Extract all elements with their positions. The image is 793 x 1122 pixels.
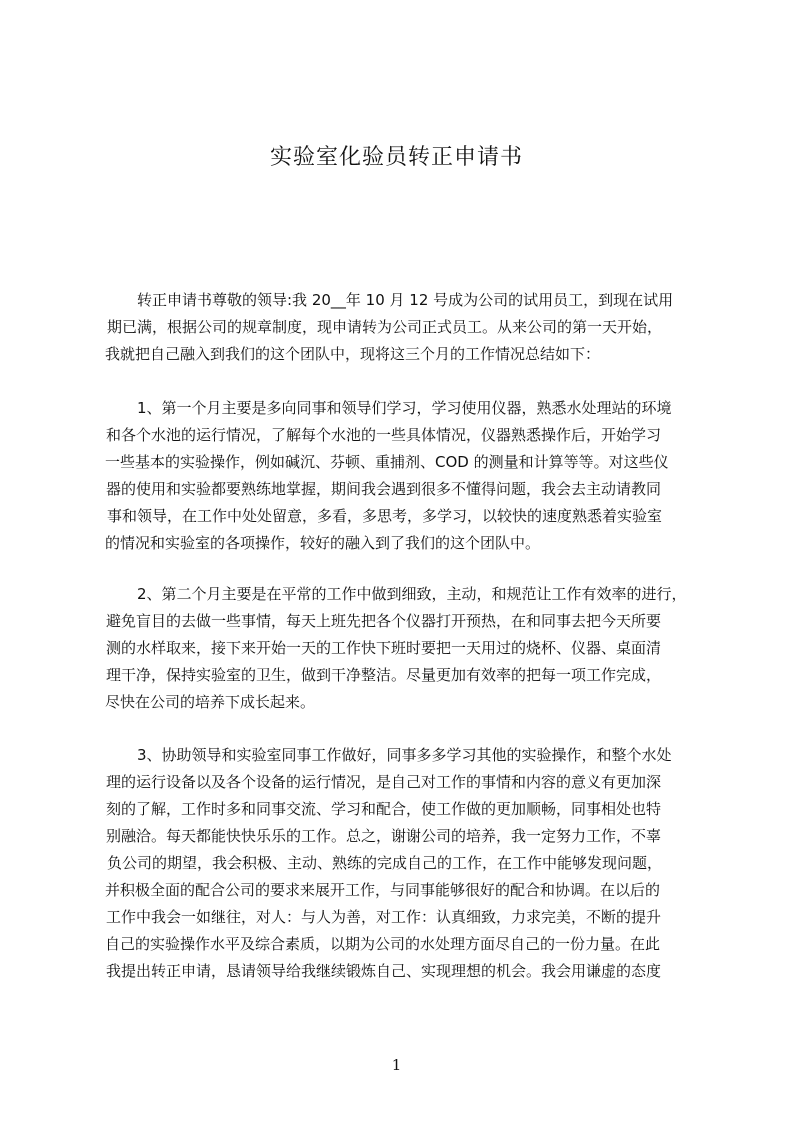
paragraph-line: 刻的了解，工作时多和同事交流、学习和配合，使工作做的更加顺畅，同事相处也特	[106, 800, 662, 818]
paragraph-line: 尽快在公司的培养下成长起来。	[105, 693, 316, 711]
paragraph-line: 并积极全面的配合公司的要求来展开工作，与同事能够很好的配合和协调。在以后的	[105, 881, 661, 899]
page-number: 1	[391, 1056, 402, 1074]
paragraph-line: 器的使用和实验都要熟练地掌握，期间我会遇到很多不懂得问题，我会去主动请教同	[106, 480, 662, 498]
paragraph-line: 期已满，根据公司的规章制度，现申请转为公司正式员工。从来公司的第一天开始，	[107, 318, 663, 336]
paragraph-line: 2、第二个月主要是在平常的工作中做到细致，主动，和规范让工作有效率的进行，	[137, 585, 687, 603]
paragraph-line: 转正申请书尊敬的领导:我 20__年 10 月 12 号成为公司的试用员工，到现在试用	[137, 291, 674, 309]
paragraph-line: 一些基本的实验操作，例如碱沉、芬顿、重捕剂、COD 的测量和计算等等。对这些仪	[105, 453, 669, 471]
paragraph-line: 工作中我会一如继往，对人：与人为善，对工作：认真细致，力求完美，不断的提升	[106, 908, 662, 926]
paragraph-line: 事和领导，在工作中处处留意，多看，多思考，多学习，以较快的速度熟悉着实验室	[107, 507, 663, 525]
paragraph-line: 和各个水池的运行情况，了解每个水池的一些具体情况，仪器熟悉操作后，开始学习	[106, 426, 662, 444]
paragraph-line: 的情况和实验室的各项操作，较好的融入到了我们的这个团队中。	[105, 534, 541, 552]
paragraph-line: 负公司的期望，我会积极、主动、熟练的完成自己的工作，在工作中能够发现问题，	[107, 854, 663, 872]
paragraph-line: 3、协助领导和实验室同事工作做好，同事多多学习其他的实验操作，和整个水处	[137, 746, 672, 764]
paragraph-line: 我提出转正申请，恳请领导给我继续锻炼自己、实现理想的机会。我会用谦虚的态度	[106, 962, 662, 980]
paragraph-line: 我就把自己融入到我们的这个团队中，现将这三个月的工作情况总结如下：	[105, 345, 601, 363]
paragraph-line: 测的水样取来，接下来开始一天的工作快下班时要把一天用过的烧杯、仪器、桌面清	[106, 639, 662, 657]
document-title: 实验室化验员转正申请书	[269, 145, 523, 170]
paragraph-line: 别融洽。每天都能快快乐乐的工作。总之，谢谢公司的培养，我一定努力工作，不辜	[106, 827, 662, 845]
paragraph-line: 理的运行设备以及各个设备的运行情况，是自己对工作的事情和内容的意义有更加深	[106, 773, 662, 791]
paragraph-line: 避免盲目的去做一些事情，每天上班先把各个仪器打开预热，在和同事去把今天所要	[106, 612, 662, 630]
paragraph-line: 自己的实验操作水平及综合素质，以期为公司的水处理方面尽自己的一份力量。在此	[105, 935, 661, 953]
paragraph-line: 理干净，保持实验室的卫生，做到干净整洁。尽量更加有效率的把每一项工作完成，	[106, 666, 662, 684]
paragraph-line: 1、第一个月主要是多向同事和领导们学习，学习使用仪器，熟悉水处理站的环境	[137, 399, 672, 417]
